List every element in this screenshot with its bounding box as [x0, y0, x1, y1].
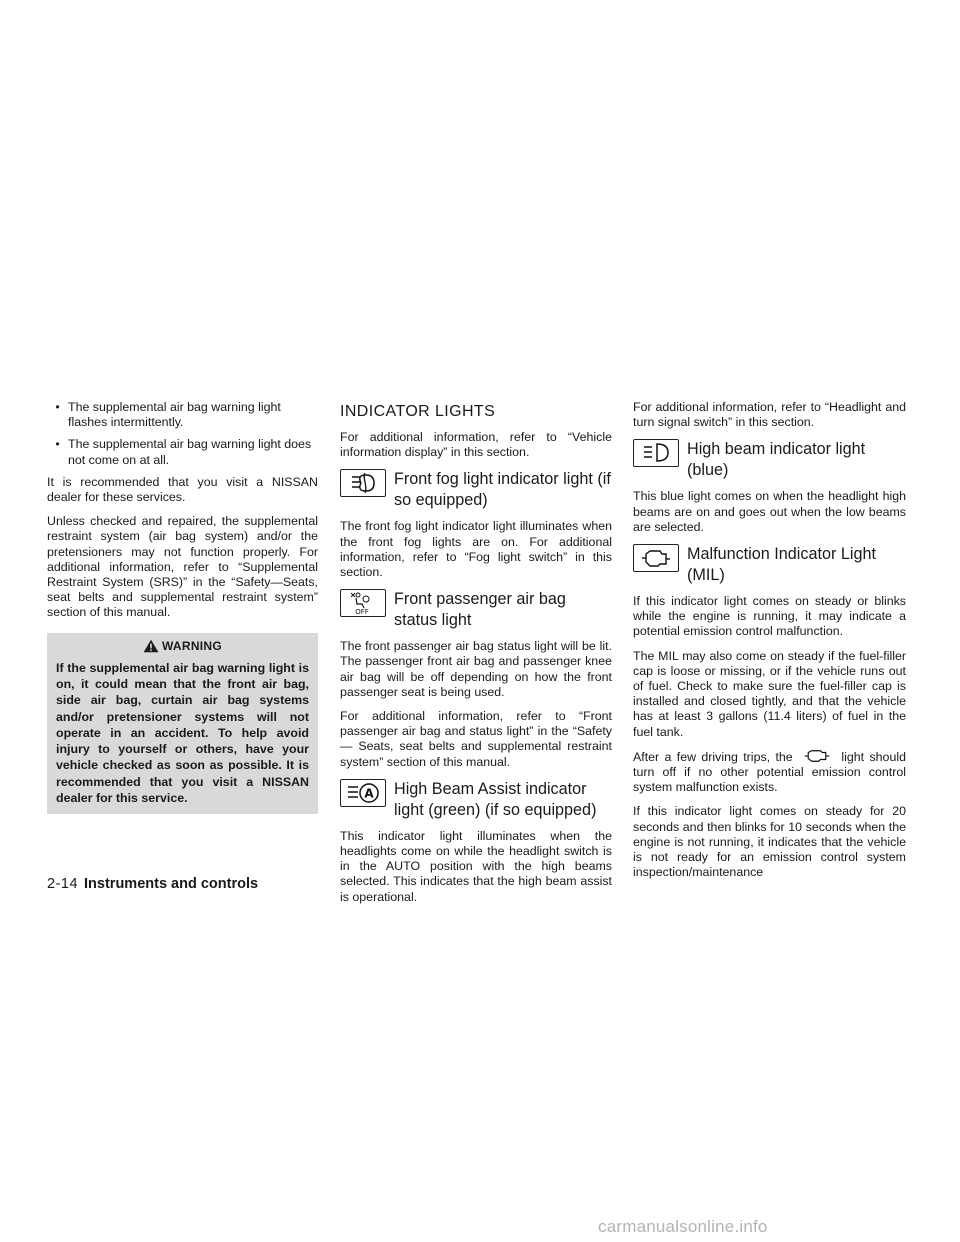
bullet-item — [47, 437, 318, 467]
column-1 — [47, 400, 318, 814]
engine-check-inline-icon — [800, 749, 834, 763]
passenger-airbag-off-icon — [340, 589, 386, 617]
engine-check-icon — [633, 544, 679, 572]
high-beam-text: This blue light comes on when the headlight high beams are on and goes out when the low beams are selected. — [633, 489, 906, 534]
mil-text-1: If this indicator light comes on steady or blinks while the engine is running, it may indicate a potential emission control malfunction. — [633, 594, 906, 639]
hba-text: This indicator light illuminates when the headlights come on while the headlight switch is in the AUTO position with the high beams selected. This indicates that the high beam assist is operational. — [340, 828, 612, 904]
airbag-status-title: Front passenger air bag status light — [394, 590, 566, 630]
page-footer — [47, 876, 258, 892]
svg-text:OFF: OFF — [355, 608, 369, 616]
warning-header — [56, 639, 309, 653]
mil-title: Malfunction Indicator Light (MIL) — [687, 545, 876, 585]
bullet-item — [47, 400, 318, 430]
page-number: 2-14 — [47, 876, 79, 892]
airbag-status-text-1: The front passenger air bag status light will be lit. The passenger front air bag and passenger knee air bag will be off depending on how the front passenger seat is being used. — [340, 639, 612, 699]
mil-text-4: If this indicator light comes on steady for 20 seconds and then blinks for 10 seconds when the engine is not running, it indicates that the vehicle is not ready for an emission control system inspection/maintenance — [633, 804, 906, 880]
column-2 — [340, 400, 612, 914]
airbag-status-heading — [340, 589, 612, 631]
section-intro: For additional information, refer to “Vehicle information display” in this section. — [340, 430, 612, 460]
high-beam-heading — [633, 439, 906, 481]
bullet-mark: • — [55, 437, 60, 452]
fog-indicator-title: Front fog light indicator light (if so equipped) — [394, 470, 611, 510]
warning-box — [47, 633, 318, 815]
warning-triangle-icon — [143, 639, 159, 653]
headlight-reference: For additional information, refer to “Headlight and turn signal switch” in this section. — [633, 400, 906, 430]
svg-text:A: A — [364, 786, 374, 801]
section-heading: INDICATOR LIGHTS — [340, 403, 496, 420]
mil-text-3-before: After a few driving trips, the — [633, 749, 793, 764]
warning-title: WARNING — [161, 638, 223, 653]
mil-text-3-after: light should turn off if no other potential emission control system malfunction exists. — [633, 749, 906, 795]
hba-title: High Beam Assist indicator light (green) (if so equipped) — [394, 779, 597, 819]
column-3 — [633, 400, 906, 889]
mil-text-3 — [633, 749, 906, 796]
repair-notice: Unless checked and repaired, the supplemental restraint system (air bag system) and/or the pretensioners may not function properly. For additional information, refer to “Supplemental Restraint System (SRS)” in the “Safety—Seats, seat belts and supplemental restraint system” section of this manual. — [47, 514, 318, 620]
mil-heading — [633, 544, 906, 586]
warning-text: If the supplemental air bag warning light is on, it could mean that the front air bag, side air bag, curtain air bag systems and/or pretensioner systems will not operate in an accident. To help avoid injury to yourself or others, have your vehicle checked as soon as possible. It is recommended that you visit a NISSAN dealer for this service. — [56, 660, 309, 806]
mil-text-2: The MIL may also come on steady if the fuel-filler cap is loose or missing, or if the vehicle runs out of fuel. Check to make sure the fuel-filler cap is installed and closed tightly, and that the vehicle has at least 3 gallons (11.4 liters) of fuel in the fuel tank. — [633, 648, 906, 739]
high-beam-title: High beam indicator light (blue) — [687, 440, 866, 480]
front-fog-light-icon — [340, 469, 386, 497]
hba-heading — [340, 779, 612, 821]
watermark: carmanualsonline.info — [598, 1217, 768, 1236]
fog-indicator-heading — [340, 469, 612, 511]
bullet-text: The supplemental air bag warning light does not come on at all. — [68, 437, 312, 467]
fog-indicator-text: The front fog light indicator light illuminates when the front fog lights are on. For additional information, refer to “Fog light switch” in this section. — [340, 519, 612, 580]
section-name: Instruments and controls — [84, 876, 259, 892]
high-beam-icon — [633, 439, 679, 467]
airbag-status-text-2: For additional information, refer to “Front passenger air bag and status light” in the “Safety — Seats, seat belts and supplemental restraint system” section of this manual. — [340, 709, 612, 769]
bullet-text: The supplemental air bag warning light flashes intermittently. — [68, 400, 281, 430]
bullet-mark: • — [55, 400, 60, 414]
dealer-recommendation: It is recommended that you visit a NISSAN dealer for these services. — [47, 474, 318, 505]
high-beam-assist-icon — [340, 779, 386, 807]
